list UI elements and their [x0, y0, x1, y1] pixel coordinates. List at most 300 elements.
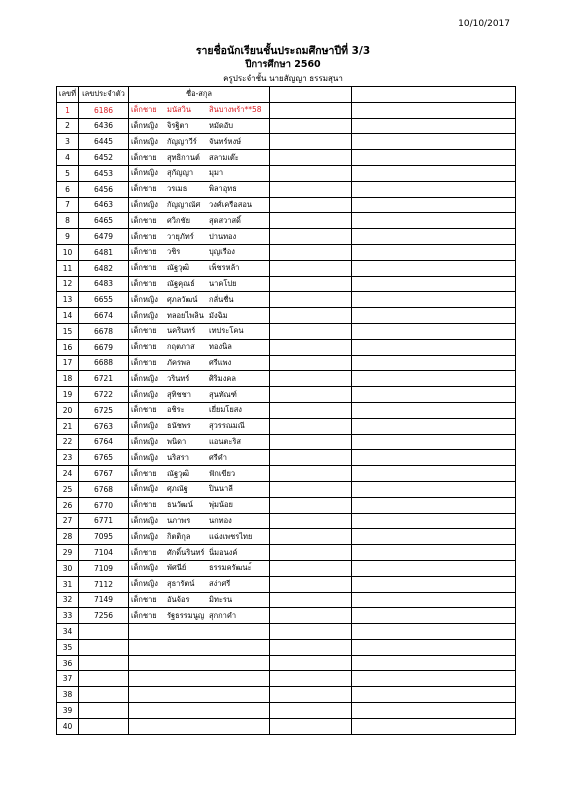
first-name: สุทิชชา [167, 389, 191, 399]
last-name: สินบางพร้า**58 [209, 105, 262, 115]
blank-cell [270, 197, 352, 213]
name-prefix: เด็กชาย [131, 326, 157, 336]
blank-cell [270, 655, 352, 671]
first-name: ธนัชพร [167, 421, 191, 431]
student-id: 6186 [79, 102, 129, 118]
blank-cell [352, 276, 516, 292]
name-prefix: เด็กชาย [131, 342, 157, 352]
name-prefix: เด็กชาย [131, 215, 157, 225]
first-name: สุธารัตน์ [167, 579, 195, 589]
last-name: สุดสวาสดิ์ [209, 215, 241, 225]
student-name [129, 292, 270, 308]
table-row [57, 229, 516, 245]
first-name: ภัครพล [167, 357, 191, 367]
last-name: ศิริมงคล [209, 373, 237, 383]
blank-cell [270, 276, 352, 292]
student-name [129, 434, 270, 450]
table-row [57, 244, 516, 260]
first-name: สุทธิกานต์ [167, 152, 200, 162]
blank-cell [270, 529, 352, 545]
row-number: 26 [57, 497, 79, 513]
table-row [57, 450, 516, 466]
table-row [57, 213, 516, 229]
last-name: จันทร์หงษ์ [209, 136, 242, 146]
student-name [129, 244, 270, 260]
table-row [57, 497, 516, 513]
row-number: 15 [57, 323, 79, 339]
first-name: กิตติกุล [167, 531, 191, 541]
row-number: 1 [57, 102, 79, 118]
row-number: 10 [57, 244, 79, 260]
blank-cell [352, 545, 516, 561]
student-name [129, 655, 270, 671]
table-row [57, 276, 516, 292]
table-row [57, 387, 516, 403]
table-header-row [57, 87, 516, 103]
blank-cell [270, 560, 352, 576]
student-name [129, 545, 270, 561]
blank-cell [352, 576, 516, 592]
blank-cell [352, 481, 516, 497]
student-id: 6722 [79, 387, 129, 403]
row-number: 27 [57, 513, 79, 529]
student-name [129, 323, 270, 339]
last-name: เทประโคน [209, 326, 244, 336]
table-row [57, 308, 516, 324]
last-name: กลั่นชื่น [209, 294, 234, 304]
last-name: ปานทอง [209, 231, 237, 241]
blank-cell [352, 466, 516, 482]
student-name [129, 450, 270, 466]
blank-cell [352, 608, 516, 624]
name-prefix: เด็กชาย [131, 105, 157, 115]
table-row [57, 355, 516, 371]
table-body [57, 102, 516, 734]
last-name: พิลาอุทธ [209, 184, 237, 194]
row-number: 23 [57, 450, 79, 466]
table-row [57, 576, 516, 592]
row-number: 8 [57, 213, 79, 229]
row-number: 29 [57, 545, 79, 561]
blank-cell [352, 197, 516, 213]
student-name [129, 592, 270, 608]
table-row [57, 418, 516, 434]
student-name [129, 639, 270, 655]
student-name [129, 608, 270, 624]
last-name: ศรีคำ [209, 452, 228, 462]
blank-cell [270, 434, 352, 450]
student-id: 6725 [79, 402, 129, 418]
table-row [57, 545, 516, 561]
table-row [57, 371, 516, 387]
table-row [57, 339, 516, 355]
blank-cell [270, 576, 352, 592]
student-name [129, 402, 270, 418]
blank-cell [270, 181, 352, 197]
blank-cell [352, 418, 516, 434]
table-row [57, 292, 516, 308]
student-id [79, 671, 129, 687]
first-name: ศุภณัฐ [167, 484, 188, 494]
blank-cell [270, 703, 352, 719]
student-name [129, 308, 270, 324]
name-prefix: เด็กหญิง [131, 310, 158, 320]
first-name: ณัฐวุฒิ [167, 263, 190, 273]
first-name: วรเมธ [167, 184, 188, 194]
student-name [129, 102, 270, 118]
blank-cell [270, 118, 352, 134]
row-number: 33 [57, 608, 79, 624]
blank-cell [270, 687, 352, 703]
blank-cell [352, 229, 516, 245]
blank-cell [352, 260, 516, 276]
row-number: 25 [57, 481, 79, 497]
name-prefix: เด็กชาย [131, 610, 157, 620]
last-name: มุมา [209, 168, 224, 178]
student-id: 6479 [79, 229, 129, 245]
student-id: 6674 [79, 308, 129, 324]
blank-cell [270, 466, 352, 482]
student-table [56, 86, 516, 735]
blank-cell [270, 244, 352, 260]
student-name [129, 197, 270, 213]
first-name: กัญญาณัศ [167, 199, 201, 209]
student-id: 6453 [79, 165, 129, 181]
first-name: สุกัญญา [167, 168, 194, 178]
table-row [57, 466, 516, 482]
name-prefix: เด็กชาย [131, 594, 157, 604]
name-prefix: เด็กชาย [131, 547, 157, 557]
student-id [79, 703, 129, 719]
row-number: 31 [57, 576, 79, 592]
last-name: สง่าศรี [209, 579, 231, 589]
blank-cell [270, 387, 352, 403]
name-prefix: เด็กหญิง [131, 452, 158, 462]
name-prefix: เด็กหญิง [131, 373, 158, 383]
table-row [57, 118, 516, 134]
name-prefix: เด็กชาย [131, 184, 157, 194]
column-header-blank-1 [270, 87, 352, 103]
blank-cell [270, 308, 352, 324]
table-row [57, 592, 516, 608]
name-prefix: เด็กชาย [131, 500, 157, 510]
student-name [129, 687, 270, 703]
blank-cell [352, 497, 516, 513]
row-number: 6 [57, 181, 79, 197]
last-name: นาคโปย [209, 278, 237, 288]
student-id: 6771 [79, 513, 129, 529]
student-name [129, 481, 270, 497]
row-number: 34 [57, 624, 79, 640]
blank-cell [270, 450, 352, 466]
blank-cell [352, 560, 516, 576]
student-id: 6481 [79, 244, 129, 260]
student-id: 6721 [79, 371, 129, 387]
last-name: บุญเรือง [209, 247, 235, 257]
row-number: 3 [57, 134, 79, 150]
student-name [129, 387, 270, 403]
name-prefix: เด็กหญิง [131, 531, 158, 541]
column-header-name: ชื่อ-สกุล [129, 87, 270, 103]
blank-cell [270, 150, 352, 166]
student-id [79, 639, 129, 655]
student-id: 6767 [79, 466, 129, 482]
homeroom-teacher: ครูประจำชั้น นายสัญญา ธรรมสุนา [223, 74, 343, 83]
name-prefix: เด็กหญิง [131, 199, 158, 209]
blank-cell [352, 213, 516, 229]
first-name: มนัสวิน [167, 105, 191, 115]
row-number: 13 [57, 292, 79, 308]
name-prefix: เด็กหญิง [131, 436, 158, 446]
last-name: แอนตะริส [209, 436, 241, 446]
student-id: 7149 [79, 592, 129, 608]
blank-cell [352, 703, 516, 719]
row-number: 18 [57, 371, 79, 387]
last-name: นิ่มอนงค์ [209, 547, 238, 557]
table-row [57, 703, 516, 719]
first-name: วายุภัทร์ [167, 231, 194, 241]
blank-cell [270, 608, 352, 624]
student-name [129, 529, 270, 545]
student-id: 7109 [79, 560, 129, 576]
blank-cell [352, 387, 516, 403]
row-number: 22 [57, 434, 79, 450]
first-name: จิรฐิตา [167, 120, 189, 130]
last-name: มิทะรน [209, 594, 233, 604]
table-row [57, 402, 516, 418]
student-id: 6688 [79, 355, 129, 371]
student-name [129, 260, 270, 276]
row-number: 16 [57, 339, 79, 355]
blank-cell [270, 545, 352, 561]
table-row [57, 529, 516, 545]
table-row [57, 624, 516, 640]
student-id [79, 655, 129, 671]
name-prefix: เด็กหญิง [131, 484, 158, 494]
row-number: 4 [57, 150, 79, 166]
blank-cell [352, 450, 516, 466]
row-number: 30 [57, 560, 79, 576]
row-number: 39 [57, 703, 79, 719]
last-name: วงศ์เครือสอน [209, 199, 252, 209]
last-name: ฟักเขียว [209, 468, 236, 478]
student-id: 6679 [79, 339, 129, 355]
last-name: มังฉิม [209, 310, 228, 320]
student-name [129, 560, 270, 576]
first-name: ศักดิ์นรินทร์ [167, 547, 205, 557]
row-number: 14 [57, 308, 79, 324]
student-id: 6436 [79, 118, 129, 134]
table-row [57, 150, 516, 166]
last-name: หมัดอับ [209, 120, 234, 130]
student-id: 7112 [79, 576, 129, 592]
first-name: วชิร [167, 247, 181, 257]
first-name: ทลอยไพลิน [167, 310, 204, 320]
student-name [129, 371, 270, 387]
student-id: 6456 [79, 181, 129, 197]
student-id: 7095 [79, 529, 129, 545]
student-name [129, 181, 270, 197]
page-title: รายชื่อนักเรียนชั้นประถมศึกษาปีที่ 3/3 [195, 45, 371, 57]
row-number: 7 [57, 197, 79, 213]
table-row [57, 671, 516, 687]
student-id: 6764 [79, 434, 129, 450]
name-prefix: เด็กชาย [131, 247, 157, 257]
blank-cell [270, 718, 352, 734]
student-id: 6482 [79, 260, 129, 276]
blank-cell [270, 592, 352, 608]
blank-cell [352, 434, 516, 450]
blank-cell [352, 718, 516, 734]
table-row [57, 434, 516, 450]
name-prefix: เด็กชาย [131, 278, 157, 288]
blank-cell [270, 134, 352, 150]
blank-cell [270, 213, 352, 229]
table-row [57, 260, 516, 276]
blank-cell [270, 102, 352, 118]
student-id: 6463 [79, 197, 129, 213]
row-number: 24 [57, 466, 79, 482]
blank-cell [352, 244, 516, 260]
student-name [129, 165, 270, 181]
blank-cell [270, 292, 352, 308]
first-name: นครินทร์ [167, 326, 196, 336]
last-name: เพ็ชรหล้า [209, 263, 240, 273]
blank-cell [352, 181, 516, 197]
student-name [129, 339, 270, 355]
name-prefix: เด็กหญิง [131, 120, 158, 130]
last-name: ธรรมครัฒนะ์ [209, 563, 252, 573]
table-row [57, 639, 516, 655]
table-row [57, 323, 516, 339]
print-date: 10/10/2017 [458, 19, 510, 29]
column-header-number: เลขที่ [57, 87, 79, 103]
first-name: นริสรา [167, 452, 189, 462]
blank-cell [352, 592, 516, 608]
table-row [57, 513, 516, 529]
student-id: 6483 [79, 276, 129, 292]
student-name [129, 276, 270, 292]
blank-cell [352, 671, 516, 687]
student-id: 6452 [79, 150, 129, 166]
blank-cell [352, 134, 516, 150]
blank-cell [352, 308, 516, 324]
row-number: 19 [57, 387, 79, 403]
student-name [129, 513, 270, 529]
blank-cell [352, 102, 516, 118]
blank-cell [352, 355, 516, 371]
blank-cell [270, 671, 352, 687]
first-name: กฤตภาส [167, 342, 195, 352]
first-name: ณัฐคุณธ์ [167, 278, 195, 288]
student-id [79, 687, 129, 703]
first-name: อชิระ [167, 405, 185, 415]
student-id: 6465 [79, 213, 129, 229]
blank-cell [352, 513, 516, 529]
name-prefix: เด็กชาย [131, 152, 157, 162]
blank-cell [270, 497, 352, 513]
blank-cell [352, 165, 516, 181]
first-name: ศวิกชัย [167, 215, 190, 225]
last-name: สลามเต๊ะ [209, 152, 239, 162]
last-name: เยี่ยมโยสง [209, 405, 242, 415]
blank-cell [270, 339, 352, 355]
blank-cell [270, 229, 352, 245]
last-name: สุกกาคำ [209, 610, 237, 620]
name-prefix: เด็กหญิง [131, 389, 158, 399]
student-id: 6770 [79, 497, 129, 513]
blank-cell [270, 323, 352, 339]
blank-cell [352, 624, 516, 640]
last-name: ทองนิล [209, 342, 232, 352]
name-prefix: เด็กชาย [131, 263, 157, 273]
table-row [57, 560, 516, 576]
first-name: ธนวัฒน์ [167, 500, 193, 510]
name-prefix: เด็กหญิง [131, 563, 158, 573]
blank-cell [270, 481, 352, 497]
row-number: 40 [57, 718, 79, 734]
name-prefix: เด็กชาย [131, 231, 157, 241]
blank-cell [270, 260, 352, 276]
student-id: 6768 [79, 481, 129, 497]
table-row [57, 655, 516, 671]
blank-cell [352, 292, 516, 308]
table-row [57, 102, 516, 118]
student-name [129, 576, 270, 592]
last-name: สุวรรณมณี [209, 421, 245, 431]
name-prefix: เด็กหญิง [131, 168, 158, 178]
student-name [129, 134, 270, 150]
student-id: 6765 [79, 450, 129, 466]
last-name: พุ่มน้อย [209, 500, 233, 510]
blank-cell [270, 624, 352, 640]
student-name [129, 624, 270, 640]
table-row [57, 165, 516, 181]
blank-cell [270, 371, 352, 387]
student-id: 6445 [79, 134, 129, 150]
last-name: แฉ่งเพชรไทย [209, 531, 253, 541]
first-name: อันจ้อร [167, 594, 190, 604]
blank-cell [352, 339, 516, 355]
row-number: 20 [57, 402, 79, 418]
student-name [129, 355, 270, 371]
student-name [129, 671, 270, 687]
blank-cell [352, 529, 516, 545]
column-header-blank-2 [352, 87, 516, 103]
last-name: สุนทัณฑ์ [209, 389, 237, 399]
blank-cell [352, 150, 516, 166]
student-name [129, 703, 270, 719]
student-id: 6655 [79, 292, 129, 308]
row-number: 32 [57, 592, 79, 608]
table-row [57, 197, 516, 213]
name-prefix: เด็กหญิง [131, 421, 158, 431]
table-row [57, 608, 516, 624]
row-number: 36 [57, 655, 79, 671]
name-prefix: เด็กหญิง [131, 515, 158, 525]
student-name [129, 466, 270, 482]
name-prefix: เด็กหญิง [131, 579, 158, 589]
table-row [57, 134, 516, 150]
first-name: นภาพร [167, 515, 191, 525]
row-number: 37 [57, 671, 79, 687]
student-id [79, 718, 129, 734]
blank-cell [270, 513, 352, 529]
first-name: รัฐธรรมนูญ [167, 610, 205, 620]
row-number: 21 [57, 418, 79, 434]
table-row [57, 687, 516, 703]
blank-cell [270, 165, 352, 181]
